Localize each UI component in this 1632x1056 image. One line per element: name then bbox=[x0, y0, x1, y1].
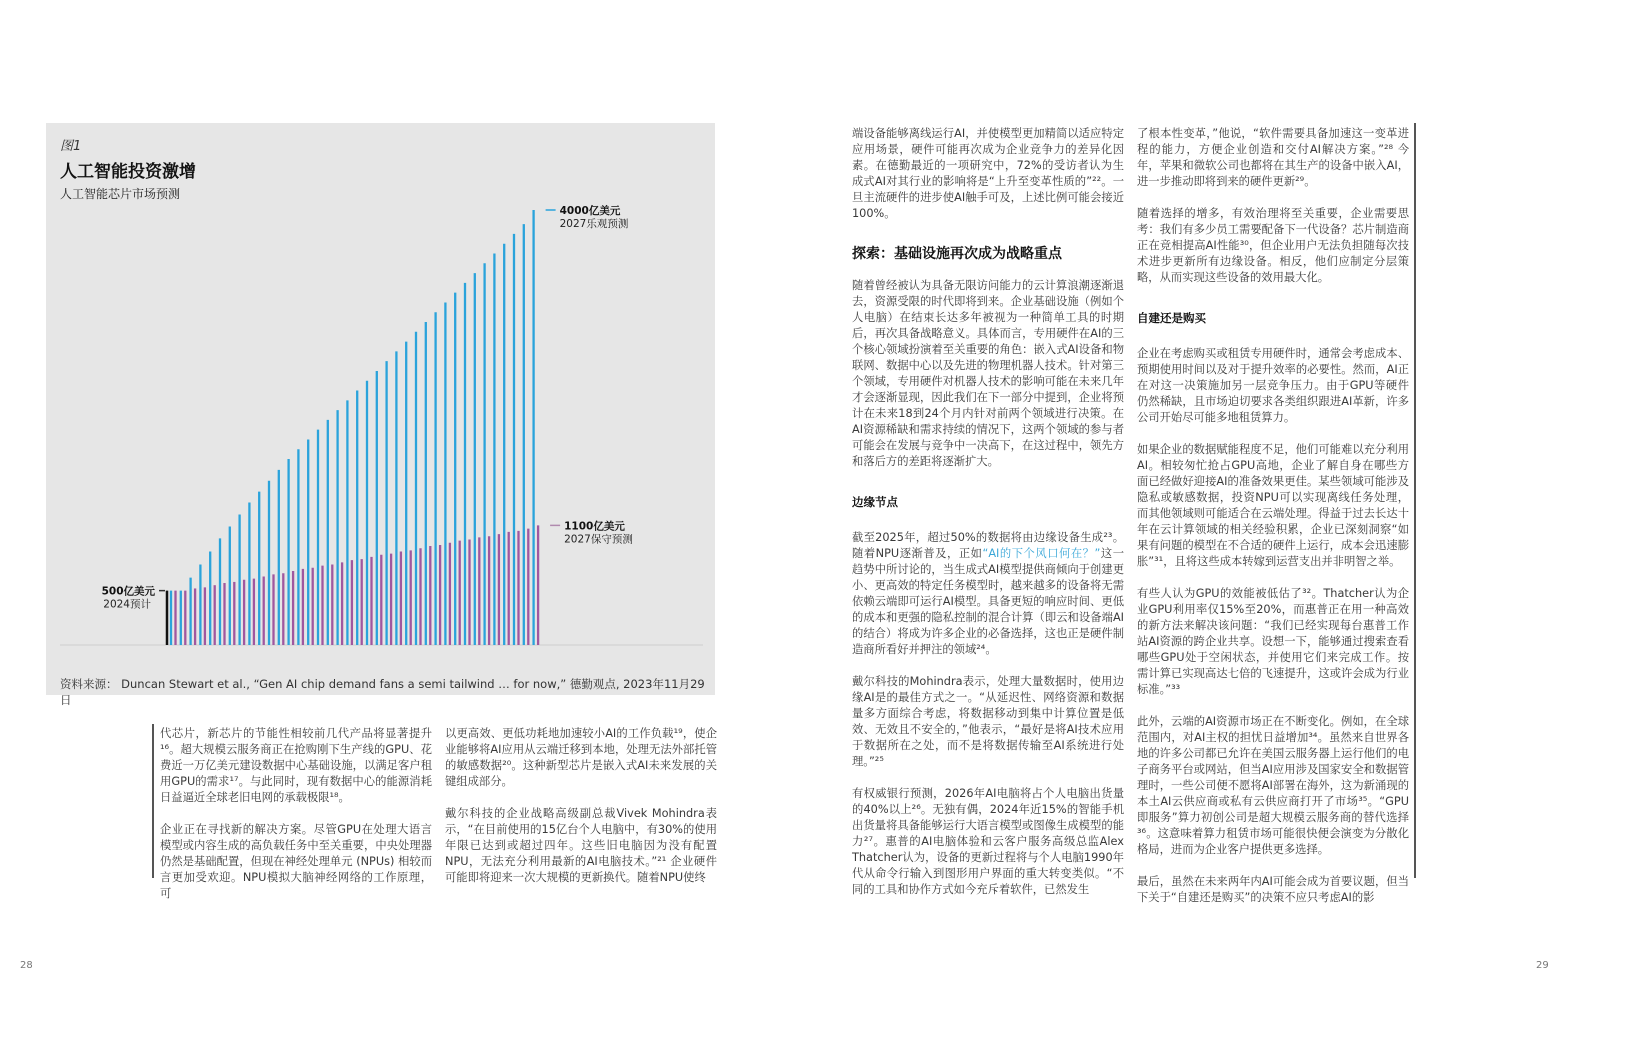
paragraph: 端设备能够离线运行AI，并使模型更加精简以适应特定应用场景，硬件可能再次成为企业竞争力的差异化因素。在德勤最近的一项研究中，72%的受访者认为生成式AI对其行业的影响将是“上升至变革性质的”²²。一旦主流硬件的进步使AI触手可及，上述比例可能会接近100%。 bbox=[852, 127, 1124, 220]
subsection-heading: 边缘节点 bbox=[852, 495, 898, 509]
paragraph: 有些人认为GPU的效能被低估了³²。Thatcher认为企业GPU利用率仅15%至20%，而惠普正在用一种高效的新方法来解决该问题：“我们已经实现每台惠普工作站AI资源的跨企业共享。设想一下，能够通过搜索查看哪些GPU处于空闲状态，并使用它们来完成工作。按需计算已实现高达七倍的飞速提升，这或许会成为行业标准。”³³ bbox=[1137, 587, 1409, 696]
figure-subtitle: 人工智能芯片市场预测 bbox=[60, 187, 181, 201]
paragraph: 企业在考虑购买或租赁专用硬件时，通常会考虑成本、预期使用时间以及对于提升效率的必要性。然而，AI正在对这一决策施加另一层竞争压力。由于GPU等硬件仍然稀缺，且市场迫切要求各类组织跟进AI革新，许多公司开始尽可能多地租赁算力。 bbox=[1137, 347, 1409, 424]
paragraph: 如果企业的数据赋能程度不足，他们可能难以充分利用AI。相较匆忙抢占GPU高地，企业了解自身在哪些方面已经做好迎接AI的准备效果更佳。某些领域可能涉及隐私或敏感数据，投资NPU可以实现离线任务处理，而其他领域则可能适合在云端处理。得益于过去长达十年在云计算领域的相关经验积累，企业已深刻洞察“如果有问题的模型在不合适的硬件上运行，成本会迅速膨胀”³¹，且将这些成本转嫁到运营支出并非明智之举。 bbox=[1137, 443, 1409, 568]
right-column-1 bbox=[852, 126, 1124, 914]
annotation-label: 2027保守预测 bbox=[564, 533, 633, 546]
subsection-heading: 自建还是购买 bbox=[1137, 311, 1206, 325]
paragraph: 此外，云端的AI资源市场正在不断变化。例如，在全球范围内，对AI主权的担忧日益增加³⁴。虽然来自世界各地的许多公司都已允许在美国云服务器上运行他们的电子商务平台或网站，但当AI应用涉及国家安全和数据管理时，一些公司便不愿将AI部署在海外，这为新涌现的本土AI云供应商或私有云供应商打开了市场³⁵。“GPU即服务”算力初创公司是超大规模云服务商的替代选择³⁶。这意味着算力租赁市场可能很快便会演变为分散化格局，进而为企业客户提供更多选择。 bbox=[1137, 715, 1409, 856]
annotation-value: 4000亿美元 bbox=[559, 205, 621, 217]
paragraph: 随着选择的增多，有效治理将至关重要，企业需要思考：我们有多少员工需要配备下一代设备？芯片制造商正在竞相提高AI性能³⁰，但企业用户无法负担随每次技术进步更新所有边缘设备。相反，他们应制定分层策略，从而实现这些设备的效用最大化。 bbox=[1137, 207, 1409, 284]
paragraph bbox=[852, 530, 1124, 658]
bar-chart bbox=[46, 123, 715, 695]
paragraph: 最后，虽然在未来两年内AI可能会成为首要议题，但当下关于“自建还是购买”的决策不应只考虑AI的影 bbox=[1137, 875, 1409, 904]
column-rule bbox=[1414, 123, 1416, 878]
right-column-2 bbox=[1137, 126, 1409, 922]
left-column-1 bbox=[160, 726, 432, 918]
text: 这一趋势中所讨论的，当生成式AI模型提供商倾向于创建更小、更高效的特定任务模型时，越来越多的设备将无需依赖云端即可运行AI模型。具备更短的响应时间、更低的成本和更强的隐私控制的混合计算（即云和设备端AI的结合）将成为许多企业的必备选择，这也正是硬件制造商所看好并押注的领域²⁴。 bbox=[852, 547, 1124, 656]
figure-label: 图1 bbox=[60, 139, 82, 154]
annotation-value: 500亿美元 bbox=[101, 585, 155, 598]
paragraph: 企业正在寻找新的解决方案。尽管GPU在处理大语言模型或内容生成的高负载任务中至关重要，中央处理器仍然是基础配置，但现在神经处理单元 (NPUs) 相较而言更加受欢迎。NPU模拟大脑神经网络的工作原理，可 bbox=[160, 823, 432, 900]
paragraph: 以更高效、更低功耗地加速较小AI的工作负载¹⁹，使企业能够将AI应用从云端迁移到本地，处理无法外部托管的敏感数据²⁰。这种新型芯片是嵌入式AI未来发展的关键组成部分。 bbox=[445, 727, 717, 788]
figure-title: 人工智能投资激增 bbox=[60, 162, 196, 182]
page-number-right: 29 bbox=[1536, 960, 1549, 971]
annotation-value: 1100亿美元 bbox=[564, 520, 625, 533]
figure-1 bbox=[46, 123, 715, 707]
left-column-2 bbox=[445, 726, 717, 902]
article-link[interactable]: “AI的下个风口何在？” bbox=[982, 547, 1101, 560]
section-heading: 探索：基础设施再次成为战略重点 bbox=[852, 246, 1062, 262]
paragraph: 有权威银行预测，2026年AI电脑将占个人电脑出货量的40%以上²⁶。无独有偶，2024年近15%的智能手机出货量将具备能够运行大语言模型或图像生成模型的能力²⁷。惠普的AI电脑体验和云客户服务高级总监Alex Thatcher认为，设备的更新过程将与个人电脑1990年代从命令行输入到图形用户界面的重大转变类似。“不同的工具和协作方式如今充斥着软件，已然发生 bbox=[852, 787, 1124, 896]
paragraph: 了根本性变革，”他说，“软件需要具备加速这一变革进程的能力，方便企业创造和交付AI解决方案。”²⁸ 今年，苹果和微软公司也都将在其生产的设备中嵌入AI，进一步推动即将到来的硬件更新²⁹。 bbox=[1137, 127, 1409, 188]
annotation-label: 2024预计 bbox=[103, 598, 151, 611]
paragraph: 随着曾经被认为具备无限访问能力的云计算浪潮逐渐退去，资源受限的时代即将到来。企业基础设施（例如个人电脑）在结束长达多年被视为一种简单工具的时期后，再次具备战略意义。具体而言，专用硬件在AI的三个核心领域扮演着至关重要的角色：嵌入式AI设备和物联网、数据中心以及先进的物理机器人技术。针对第三个领域，专用硬件对机器人技术的影响可能在未来几年才会逐渐显现，因此我们在下一部分中提到，企业将预计在未来18到24个月内针对前两个领域进行决策。在AI资源稀缺和需求持续的情况下，这两个领域的参与者可能会在发展与竞争中一决高下，在这过程中，领先方和落后方的差距将逐渐扩大。 bbox=[852, 279, 1124, 468]
column-rule bbox=[152, 724, 154, 878]
paragraph: 戴尔科技的企业战略高级副总裁Vivek Mohindra表示，“在目前使用的15亿台个人电脑中，有30%的使用年限已达到或超过四年。这些旧电脑因为没有配置NPU，无法充分利用最新的AI电脑技术。”²¹ 企业硬件可能即将迎来一次大规模的更新换代。随着NPU使终 bbox=[445, 807, 717, 884]
figure-source: 资料来源： Duncan Stewart et al., “Gen AI chip demand fans a semi tailwind … for now,” 德勤观点, 2023年11月29日 bbox=[60, 677, 705, 707]
text: 截至2025年，超过50%的数据将由边缘设备生成²³。随着NPU逐渐普及，正如 bbox=[852, 531, 1124, 560]
page-number-left: 28 bbox=[20, 960, 33, 971]
paragraph: 代芯片，新芯片的节能性相较前几代产品将显著提升¹⁶。超大规模云服务商正在抢购刚下生产线的GPU、花费近一万亿美元建设数据中心基础设施，以满足客户租用GPU的需求¹⁷。与此同时，现有数据中心的能源消耗日益逼近全球老旧电网的承载极限¹⁸。 bbox=[160, 727, 432, 804]
paragraph: 戴尔科技的Mohindra表示，处理大量数据时，使用边缘AI是的最佳方式之一。“从延迟性、网络资源和数据量多方面综合考虑，将数据移动到集中计算位置是低效、无效且不安全的，”他表示，“最好是将AI技术应用于数据所在之处，而不是将数据传输至AI系统进行处理。”²⁵ bbox=[852, 675, 1124, 768]
annotation-label: 2027乐观预测 bbox=[559, 218, 629, 230]
